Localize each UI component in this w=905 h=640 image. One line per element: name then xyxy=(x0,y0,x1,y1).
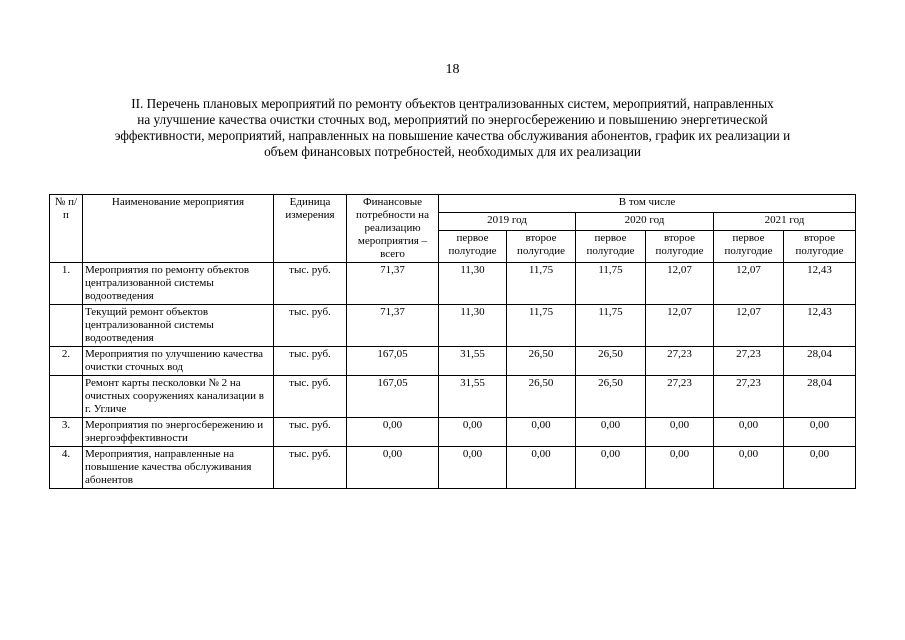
row-value: 11,30 xyxy=(439,263,507,305)
row-value: 0,00 xyxy=(714,447,784,489)
row-value: 27,23 xyxy=(714,376,784,418)
table-body xyxy=(50,263,856,489)
row-unit: тыс. руб. xyxy=(274,305,347,347)
table-row xyxy=(50,347,856,376)
row-value: 0,00 xyxy=(784,447,856,489)
heading-line: на улучшение качества очистки сточных вод, мероприятий по энергосбережению и повышению энергетической xyxy=(137,112,768,127)
row-value: 12,07 xyxy=(646,263,714,305)
heading-line: II. Перечень плановых мероприятий по ремонту объектов централизованных систем, мероприятий, направленных xyxy=(131,96,774,111)
heading-line: объем финансовых потребностей, необходимых для их реализации xyxy=(264,144,641,159)
row-value: 0,00 xyxy=(507,418,576,447)
row-value: 0,00 xyxy=(439,447,507,489)
row-value: 12,07 xyxy=(714,263,784,305)
header-year: 2021 год xyxy=(714,212,856,230)
row-num: 3. xyxy=(50,418,83,447)
page-number: 18 xyxy=(445,62,460,77)
row-value: 26,50 xyxy=(507,376,576,418)
section-heading xyxy=(40,96,865,160)
header-half-second: второе полугодие xyxy=(507,230,576,262)
row-name: Мероприятия по ремонту объектов централизованной системы водоотведения xyxy=(83,263,274,305)
row-value: 27,23 xyxy=(714,347,784,376)
row-value: 0,00 xyxy=(576,418,646,447)
header-half-second: второе полугодие xyxy=(646,230,714,262)
row-value: 12,07 xyxy=(646,305,714,347)
row-total: 0,00 xyxy=(347,447,439,489)
header-unit: Единица измерения xyxy=(274,195,347,263)
header-name: Наименование мероприятия xyxy=(83,195,274,263)
row-value: 12,07 xyxy=(714,305,784,347)
header-half-first: первое полугодие xyxy=(714,230,784,262)
row-value: 0,00 xyxy=(439,418,507,447)
row-total: 71,37 xyxy=(347,305,439,347)
header-year: 2020 год xyxy=(576,212,714,230)
row-value: 31,55 xyxy=(439,347,507,376)
row-value: 31,55 xyxy=(439,376,507,418)
row-value: 11,30 xyxy=(439,305,507,347)
row-name: Текущий ремонт объектов централизованной системы водоотведения xyxy=(83,305,274,347)
header-including: В том числе xyxy=(439,195,856,213)
row-value: 12,43 xyxy=(784,263,856,305)
row-value: 27,23 xyxy=(646,376,714,418)
row-value: 0,00 xyxy=(714,418,784,447)
row-value: 28,04 xyxy=(784,376,856,418)
row-num: 2. xyxy=(50,347,83,376)
row-value: 11,75 xyxy=(576,305,646,347)
table-row xyxy=(50,305,856,347)
row-value: 11,75 xyxy=(507,305,576,347)
row-value: 26,50 xyxy=(507,347,576,376)
table-row xyxy=(50,418,856,447)
row-value: 0,00 xyxy=(646,447,714,489)
row-value: 26,50 xyxy=(576,376,646,418)
row-num: 4. xyxy=(50,447,83,489)
table-row xyxy=(50,376,856,418)
row-unit: тыс. руб. xyxy=(274,447,347,489)
row-unit: тыс. руб. xyxy=(274,263,347,305)
row-name: Мероприятия, направленные на повышение качества обслуживания абонентов xyxy=(83,447,274,489)
header-finance: Финансовые потребности на реализацию мероприятия – всего xyxy=(347,195,439,263)
row-value: 0,00 xyxy=(507,447,576,489)
row-total: 167,05 xyxy=(347,347,439,376)
row-value: 12,43 xyxy=(784,305,856,347)
row-value: 0,00 xyxy=(784,418,856,447)
activities-table xyxy=(49,194,856,489)
row-unit: тыс. руб. xyxy=(274,376,347,418)
header-half-second: второе полугодие xyxy=(784,230,856,262)
row-value: 28,04 xyxy=(784,347,856,376)
row-name: Мероприятия по энергосбережению и энергоэффективности xyxy=(83,418,274,447)
row-unit: тыс. руб. xyxy=(274,418,347,447)
row-num xyxy=(50,376,83,418)
row-total: 0,00 xyxy=(347,418,439,447)
table-row xyxy=(50,447,856,489)
header-half-first: первое полугодие xyxy=(439,230,507,262)
header-year: 2019 год xyxy=(439,212,576,230)
header-num: № п/п xyxy=(50,195,83,263)
header-half-first: первое полугодие xyxy=(576,230,646,262)
row-unit: тыс. руб. xyxy=(274,347,347,376)
row-value: 0,00 xyxy=(646,418,714,447)
table-row xyxy=(50,263,856,305)
row-num xyxy=(50,305,83,347)
row-num: 1. xyxy=(50,263,83,305)
row-value: 27,23 xyxy=(646,347,714,376)
row-name: Мероприятия по улучшению качества очистки сточных вод xyxy=(83,347,274,376)
row-value: 26,50 xyxy=(576,347,646,376)
row-total: 167,05 xyxy=(347,376,439,418)
row-value: 11,75 xyxy=(576,263,646,305)
row-name: Ремонт карты песколовки № 2 на очистных сооружениях канализации в г. Угличе xyxy=(83,376,274,418)
row-value: 0,00 xyxy=(576,447,646,489)
heading-line: эффективности, мероприятий, направленных на повышение качества обслуживания абонентов, график их реализации и xyxy=(114,128,791,143)
row-total: 71,37 xyxy=(347,263,439,305)
row-value: 11,75 xyxy=(507,263,576,305)
